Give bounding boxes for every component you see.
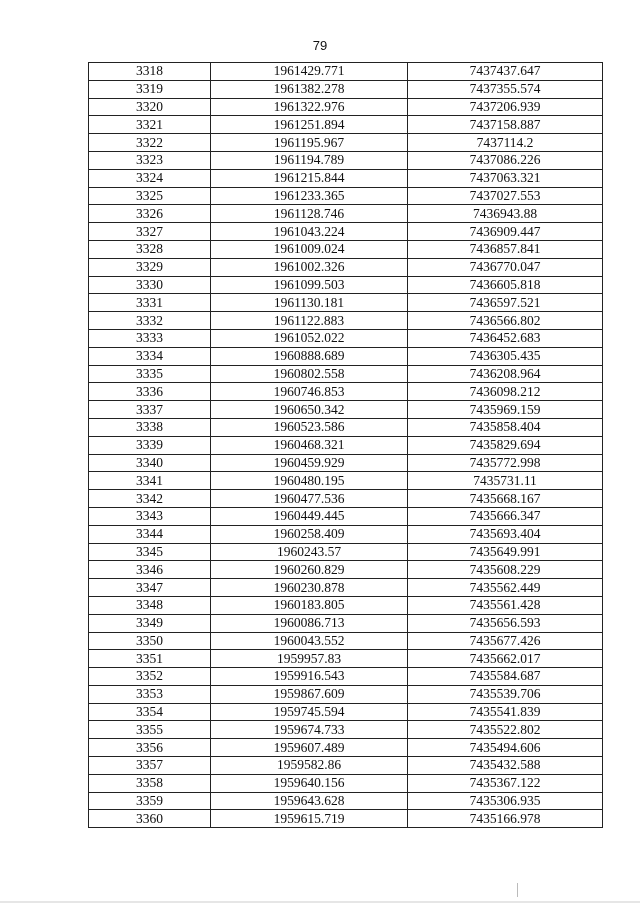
x-coordinate-cell: 1959674.733 — [211, 721, 408, 739]
table-row — [89, 757, 603, 775]
y-coordinate-cell: 7435693.404 — [408, 525, 603, 543]
table-row — [89, 294, 603, 312]
y-coordinate-cell: 7437437.647 — [408, 63, 603, 81]
table-row — [89, 223, 603, 241]
table-row — [89, 721, 603, 739]
table-row — [89, 543, 603, 561]
x-coordinate-cell: 1961043.224 — [211, 223, 408, 241]
y-coordinate-cell: 7435772.998 — [408, 454, 603, 472]
y-coordinate-cell: 7436208.964 — [408, 365, 603, 383]
y-coordinate-cell: 7437027.553 — [408, 187, 603, 205]
x-coordinate-cell: 1960449.445 — [211, 507, 408, 525]
x-coordinate-cell: 1960477.536 — [211, 490, 408, 508]
y-coordinate-cell: 7435522.802 — [408, 721, 603, 739]
x-coordinate-cell: 1960459.929 — [211, 454, 408, 472]
point-number-cell: 3336 — [89, 383, 211, 401]
point-number-cell: 3356 — [89, 739, 211, 757]
point-number-cell: 3353 — [89, 685, 211, 703]
y-coordinate-cell: 7435858.404 — [408, 418, 603, 436]
y-coordinate-cell: 7435306.935 — [408, 792, 603, 810]
x-coordinate-cell: 1961194.789 — [211, 151, 408, 169]
y-coordinate-cell: 7435969.159 — [408, 401, 603, 419]
table-row — [89, 739, 603, 757]
point-number-cell: 3329 — [89, 258, 211, 276]
point-number-cell: 3352 — [89, 668, 211, 686]
x-coordinate-cell: 1959916.543 — [211, 668, 408, 686]
point-number-cell: 3347 — [89, 579, 211, 597]
point-number-cell: 3326 — [89, 205, 211, 223]
table-row — [89, 258, 603, 276]
point-number-cell: 3328 — [89, 240, 211, 258]
x-coordinate-cell: 1961429.771 — [211, 63, 408, 81]
point-number-cell: 3340 — [89, 454, 211, 472]
point-number-cell: 3348 — [89, 596, 211, 614]
table-row — [89, 312, 603, 330]
coordinates-table-body — [89, 63, 603, 828]
table-row — [89, 561, 603, 579]
y-coordinate-cell: 7436857.841 — [408, 240, 603, 258]
point-number-cell: 3323 — [89, 151, 211, 169]
point-number-cell: 3350 — [89, 632, 211, 650]
x-coordinate-cell: 1960523.586 — [211, 418, 408, 436]
point-number-cell: 3322 — [89, 134, 211, 152]
x-coordinate-cell: 1960043.552 — [211, 632, 408, 650]
point-number-cell: 3325 — [89, 187, 211, 205]
y-coordinate-cell: 7435666.347 — [408, 507, 603, 525]
table-row — [89, 169, 603, 187]
table-row — [89, 472, 603, 490]
x-coordinate-cell: 1959957.83 — [211, 650, 408, 668]
coordinates-table — [88, 62, 603, 828]
table-row — [89, 436, 603, 454]
table-row — [89, 240, 603, 258]
point-number-cell: 3330 — [89, 276, 211, 294]
table-row — [89, 579, 603, 597]
x-coordinate-cell: 1961009.024 — [211, 240, 408, 258]
y-coordinate-cell: 7435367.122 — [408, 774, 603, 792]
x-coordinate-cell: 1959640.156 — [211, 774, 408, 792]
table-row — [89, 365, 603, 383]
x-coordinate-cell: 1961195.967 — [211, 134, 408, 152]
y-coordinate-cell: 7436943.88 — [408, 205, 603, 223]
table-row — [89, 187, 603, 205]
x-coordinate-cell: 1959745.594 — [211, 703, 408, 721]
table-row — [89, 614, 603, 632]
x-coordinate-cell: 1961322.976 — [211, 98, 408, 116]
y-coordinate-cell: 7435432.588 — [408, 757, 603, 775]
y-coordinate-cell: 7436605.818 — [408, 276, 603, 294]
point-number-cell: 3342 — [89, 490, 211, 508]
x-coordinate-cell: 1960086.713 — [211, 614, 408, 632]
x-coordinate-cell: 1960258.409 — [211, 525, 408, 543]
point-number-cell: 3337 — [89, 401, 211, 419]
x-coordinate-cell: 1960802.558 — [211, 365, 408, 383]
point-number-cell: 3318 — [89, 63, 211, 81]
y-coordinate-cell: 7435541.839 — [408, 703, 603, 721]
table-row — [89, 507, 603, 525]
y-coordinate-cell: 7437086.226 — [408, 151, 603, 169]
table-row — [89, 134, 603, 152]
point-number-cell: 3357 — [89, 757, 211, 775]
x-coordinate-cell: 1959643.628 — [211, 792, 408, 810]
point-number-cell: 3354 — [89, 703, 211, 721]
y-coordinate-cell: 7437063.321 — [408, 169, 603, 187]
x-coordinate-cell: 1960230.878 — [211, 579, 408, 597]
point-number-cell: 3332 — [89, 312, 211, 330]
point-number-cell: 3327 — [89, 223, 211, 241]
table-row — [89, 596, 603, 614]
x-coordinate-cell: 1959582.86 — [211, 757, 408, 775]
table-row — [89, 98, 603, 116]
table-row — [89, 205, 603, 223]
point-number-cell: 3334 — [89, 347, 211, 365]
point-number-cell: 3355 — [89, 721, 211, 739]
x-coordinate-cell: 1960480.195 — [211, 472, 408, 490]
table-row — [89, 810, 603, 828]
x-coordinate-cell: 1961128.746 — [211, 205, 408, 223]
table-row — [89, 454, 603, 472]
table-row — [89, 401, 603, 419]
table-row — [89, 383, 603, 401]
x-coordinate-cell: 1961233.365 — [211, 187, 408, 205]
point-number-cell: 3333 — [89, 329, 211, 347]
y-coordinate-cell: 7435494.606 — [408, 739, 603, 757]
table-row — [89, 632, 603, 650]
point-number-cell: 3345 — [89, 543, 211, 561]
x-coordinate-cell: 1961099.503 — [211, 276, 408, 294]
table-row — [89, 792, 603, 810]
y-coordinate-cell: 7435584.687 — [408, 668, 603, 686]
table-row — [89, 80, 603, 98]
y-coordinate-cell: 7437355.574 — [408, 80, 603, 98]
point-number-cell: 3320 — [89, 98, 211, 116]
x-coordinate-cell: 1961251.894 — [211, 116, 408, 134]
point-number-cell: 3319 — [89, 80, 211, 98]
point-number-cell: 3338 — [89, 418, 211, 436]
x-coordinate-cell: 1960888.689 — [211, 347, 408, 365]
y-coordinate-cell: 7436597.521 — [408, 294, 603, 312]
table-row — [89, 151, 603, 169]
x-coordinate-cell: 1959615.719 — [211, 810, 408, 828]
y-coordinate-cell: 7437114.2 — [408, 134, 603, 152]
point-number-cell: 3343 — [89, 507, 211, 525]
table-row — [89, 347, 603, 365]
table-row — [89, 774, 603, 792]
y-coordinate-cell: 7435662.017 — [408, 650, 603, 668]
table-row — [89, 116, 603, 134]
point-number-cell: 3321 — [89, 116, 211, 134]
y-coordinate-cell: 7437206.939 — [408, 98, 603, 116]
x-coordinate-cell: 1961130.181 — [211, 294, 408, 312]
y-coordinate-cell: 7437158.887 — [408, 116, 603, 134]
y-coordinate-cell: 7435539.706 — [408, 685, 603, 703]
page-number: 79 — [312, 38, 328, 53]
x-coordinate-cell: 1959607.489 — [211, 739, 408, 757]
point-number-cell: 3341 — [89, 472, 211, 490]
table-row — [89, 329, 603, 347]
point-number-cell: 3339 — [89, 436, 211, 454]
point-number-cell: 3359 — [89, 792, 211, 810]
y-coordinate-cell: 7435731.11 — [408, 472, 603, 490]
y-coordinate-cell: 7435656.593 — [408, 614, 603, 632]
x-coordinate-cell: 1961382.278 — [211, 80, 408, 98]
x-coordinate-cell: 1960260.829 — [211, 561, 408, 579]
point-number-cell: 3324 — [89, 169, 211, 187]
y-coordinate-cell: 7436452.683 — [408, 329, 603, 347]
table-row — [89, 525, 603, 543]
y-coordinate-cell: 7436566.802 — [408, 312, 603, 330]
point-number-cell: 3349 — [89, 614, 211, 632]
point-number-cell: 3351 — [89, 650, 211, 668]
y-coordinate-cell: 7435829.694 — [408, 436, 603, 454]
y-coordinate-cell: 7435668.167 — [408, 490, 603, 508]
y-coordinate-cell: 7435677.426 — [408, 632, 603, 650]
x-coordinate-cell: 1959867.609 — [211, 685, 408, 703]
table-row — [89, 668, 603, 686]
table-row — [89, 276, 603, 294]
point-number-cell: 3335 — [89, 365, 211, 383]
y-coordinate-cell: 7435561.428 — [408, 596, 603, 614]
scan-mark — [517, 883, 518, 897]
y-coordinate-cell: 7435166.978 — [408, 810, 603, 828]
x-coordinate-cell: 1960650.342 — [211, 401, 408, 419]
x-coordinate-cell: 1961052.022 — [211, 329, 408, 347]
point-number-cell: 3344 — [89, 525, 211, 543]
x-coordinate-cell: 1961215.844 — [211, 169, 408, 187]
point-number-cell: 3331 — [89, 294, 211, 312]
table-row — [89, 418, 603, 436]
point-number-cell: 3346 — [89, 561, 211, 579]
x-coordinate-cell: 1960183.805 — [211, 596, 408, 614]
y-coordinate-cell: 7436098.212 — [408, 383, 603, 401]
y-coordinate-cell: 7436770.047 — [408, 258, 603, 276]
point-number-cell: 3358 — [89, 774, 211, 792]
table-row — [89, 63, 603, 81]
table-row — [89, 490, 603, 508]
x-coordinate-cell: 1960243.57 — [211, 543, 408, 561]
y-coordinate-cell: 7436909.447 — [408, 223, 603, 241]
y-coordinate-cell: 7435649.991 — [408, 543, 603, 561]
x-coordinate-cell: 1960746.853 — [211, 383, 408, 401]
table-row — [89, 703, 603, 721]
x-coordinate-cell: 1961002.326 — [211, 258, 408, 276]
y-coordinate-cell: 7435608.229 — [408, 561, 603, 579]
y-coordinate-cell: 7436305.435 — [408, 347, 603, 365]
x-coordinate-cell: 1960468.321 — [211, 436, 408, 454]
table-row — [89, 685, 603, 703]
point-number-cell: 3360 — [89, 810, 211, 828]
y-coordinate-cell: 7435562.449 — [408, 579, 603, 597]
table-row — [89, 650, 603, 668]
x-coordinate-cell: 1961122.883 — [211, 312, 408, 330]
